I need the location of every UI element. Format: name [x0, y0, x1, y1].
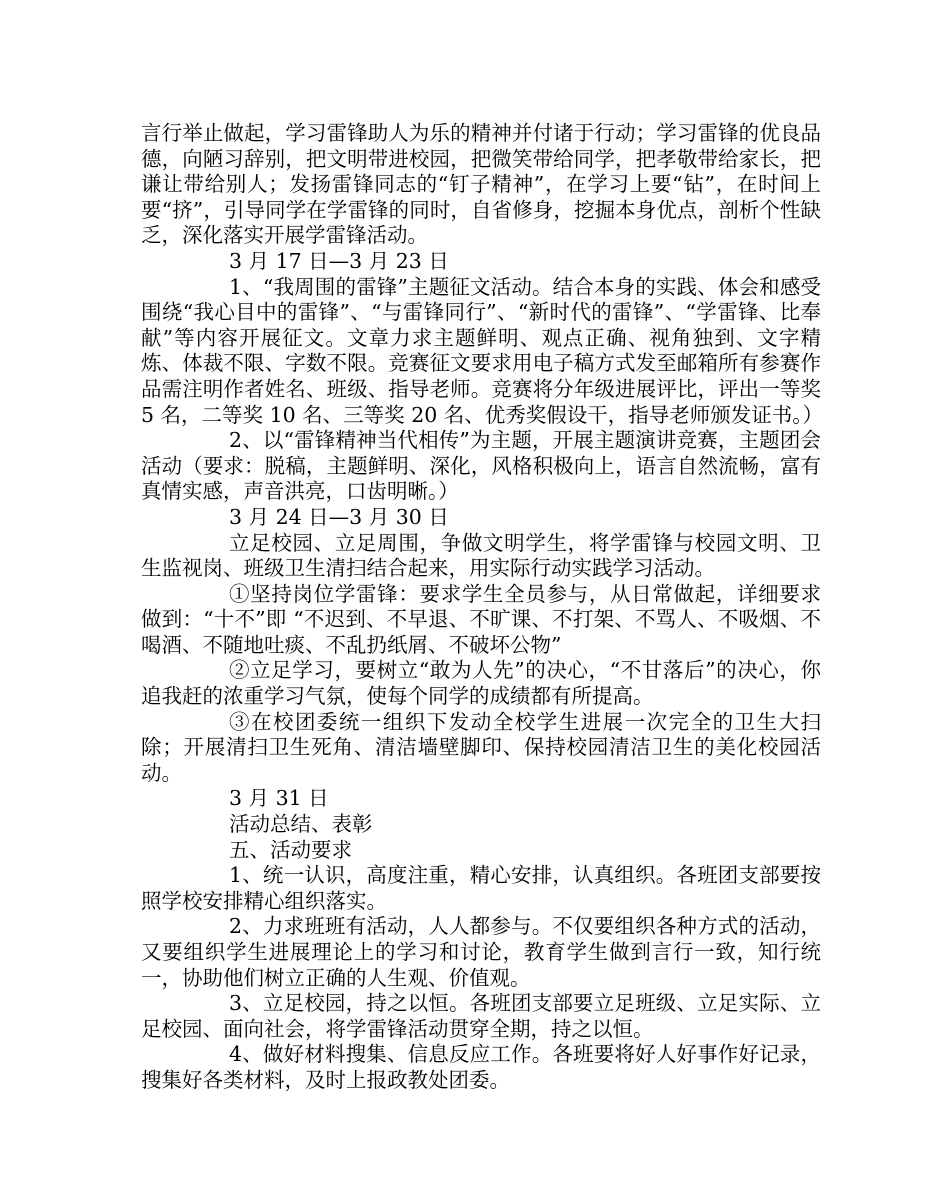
paragraph-item-2: ②立足学习，要树立“敢为人先”的决心，“不甘落后”的决心，你追我赶的浓重学习气氛，使每个同学的成绩都有所提高。 — [141, 658, 821, 709]
date-heading: 3 月 31 日 — [229, 786, 329, 811]
paragraph-campus-civility: 立足校园、立足周围，争做文明学生，将学雷锋与校园文明、卫生监视岗、班级卫生清扫结合起来，用实际行动实践学习活动。 — [141, 530, 821, 581]
date-range-heading: 3 月 17 日—3 月 23 日 — [229, 248, 449, 273]
date-range-heading: 3 月 24 日—3 月 30 日 — [229, 504, 449, 529]
requirement-3: 3、立足校园，持之以恒。各班团支部要立足班级、立足实际、立足校园、面向社会，将学雷锋活动贯穿全期，持之以恒。 — [141, 991, 821, 1041]
paragraph-item-3: ③在校团委统一组织下发动全校学生进展一次完全的卫生大扫除；开展清扫卫生死角、清洁墙壁脚印、保持校园清洁卫生的美化校园活动。 — [141, 709, 821, 785]
requirement-1: 1、统一认识，高度注重，精心安排，认真组织。各班团支部要按照学校安排精心组织落实。 — [141, 863, 821, 913]
document-body — [141, 121, 824, 1094]
requirement-2: 2、力求班班有活动，人人都参与。不仅要组织各种方式的活动，又要组织学生进展理论上的学习和讨论，教育学生做到言行一致，知行统一，协助他们树立正确的人生观、价值观。 — [141, 914, 821, 990]
paragraph-speech-contest: 2、以“雷锋精神当代相传”为主题，开展主题演讲竞赛，主题团会活动（要求：脱稿，主题鲜明、深化，风格积极向上，语言自然流畅，富有真情实感，声音洪亮，口齿明晰。） — [141, 428, 821, 504]
requirement-4: 4、做好材料搜集、信息反应工作。各班要将好人好事作好记录，搜集好各类材料，及时上报政教处团委。 — [141, 1042, 821, 1092]
paragraph-continuation: 言行举止做起，学习雷锋助人为乐的精神并付诸于行动；学习雷锋的优良品德，向陋习辞别，把文明带进校园，把微笑带给同学，把孝敬带给家长，把谦让带给别人；发扬雷锋同志的“钉子精神”，在学习上要“钻”，在时间上要“挤”，引导同学在学雷锋的同时，自省修身，挖掘本身优点，剖析个性缺乏，深化落实开展学雷锋活动。 — [141, 121, 821, 248]
paragraph-item-1: ①坚持岗位学雷锋：要求学生全员参与，从日常做起，详细要求做到：“十不”即 “不迟到、不早退、不旷课、不打架、不骂人、不吸烟、不喝酒、不随地吐痰、不乱扔纸屑、不破坏公物” — [141, 581, 821, 657]
paragraph-essay-contest: 1、“我周围的雷锋”主题征文活动。结合本身的实践、体会和感受围绕“我心目中的雷锋”、“与雷锋同行”、“新时代的雷锋”、“学雷锋、比奉献”等内容开展征文。文章力求主题鲜明、观点正确、视角独到、文字精炼、体裁不限、字数不限。竞赛征文要求用电子稿方式发至邮箱所有参赛作品需注明作者姓名、班级、指导老师。竞赛将分年级进展评比，评出一等奖 5 名，二等奖 10 名、三等奖 20 名、优秀奖假设干，指导老师颁发证书。） — [141, 274, 824, 427]
section-heading: 五、活动要求 — [229, 837, 352, 862]
summary-heading: 活动总结、表彰 — [229, 812, 373, 837]
